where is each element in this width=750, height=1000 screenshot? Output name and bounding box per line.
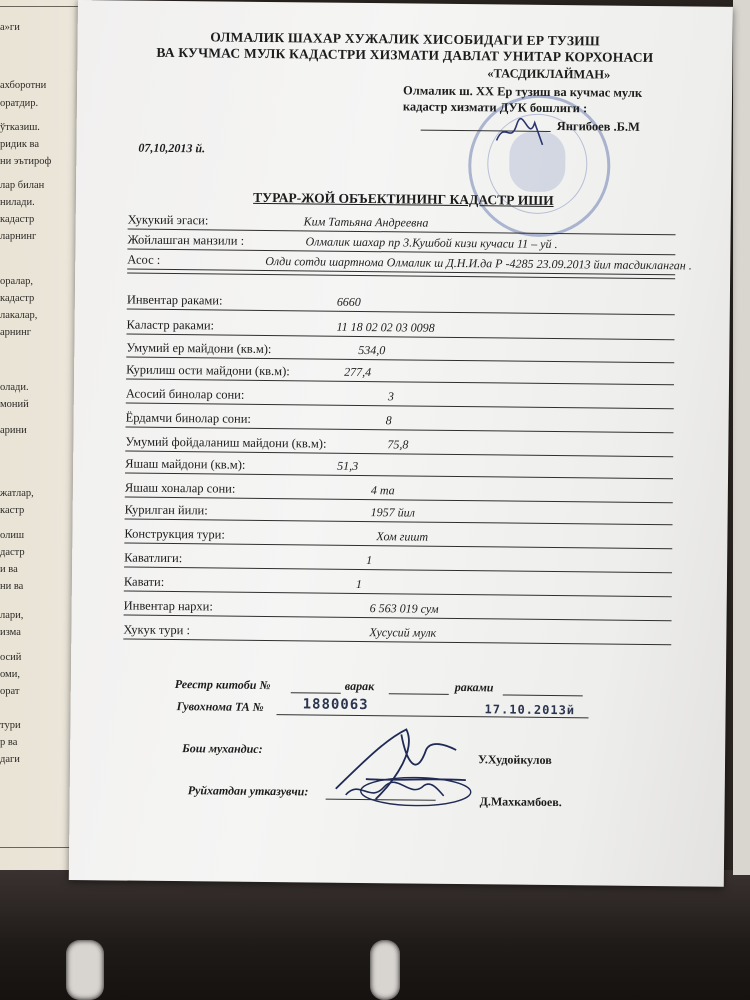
left-page-line: ни ва [0,581,24,592]
left-page-line: изма [0,627,21,638]
left-page-line: оралар, [0,276,34,287]
field-label: Каластр раками: [126,317,215,333]
registry-number-label: раками [454,679,494,695]
field-value: Олмалик шахар пр 3.Кушбой кизи кучаси 11 – уй . [305,234,558,252]
left-page-line: орат [0,686,20,697]
left-page-line: дастр [0,547,25,558]
field-value: Хусусий мулк [369,625,437,640]
field-row [125,501,673,526]
field-label: Ёрдамчи бинолар сони: [125,410,251,426]
certificate-number: 1880063 [302,696,369,714]
pen-cap [370,940,400,1000]
field-label: Асос : [127,252,161,267]
left-page-line: ўтказиш. [0,122,40,133]
right-page-edge [733,0,750,875]
header-line-1: ОЛМАЛИК ШАХАР ХУЖАЛИК ХИСОБИДАГИ ЕР ТУЗИШ [210,29,601,49]
registry-sheet-label: варак [344,678,375,694]
header-line-2: ВА КУЧМАС МУЛК КАДАСТРИ ХИЗМАТИ ДАВЛАТ УНИТАР КОРХОНАСИ [156,44,654,66]
field-value: 6 563 019 сум [369,601,439,616]
field-label: Каватлиги: [124,550,183,566]
field-label: Курилган йили: [124,502,208,518]
field-value: 1 [366,553,373,568]
field-row [127,291,675,316]
left-page-line: лари, [0,610,24,621]
pen-cap [66,940,104,1000]
field-label: Инвентар нархи: [123,598,213,614]
field-label: Хукук тури : [123,622,191,638]
left-page-line: тури [0,720,21,731]
left-page-line: жатлар, [0,488,34,499]
registry-sheet-blank [389,693,449,695]
field-row [124,573,672,598]
left-page-line: моний [0,399,29,410]
field-value: Олди сотди шартнома Олмалик ш Д.Н.И.да Р -4285 23.09.2013 йил тасдикланган . [265,253,692,273]
registrar-name: Д.Махкамбоев. [479,794,562,810]
left-page-line: даги [0,754,20,765]
field-row [126,409,674,434]
approval-line-1: Олмалик ш. ХХ Ер тузиш ва кучмас мулк [402,83,643,100]
approval-title: «ТАСДИКЛАЙМАН» [487,66,611,82]
left-page-line: олиш [0,530,25,541]
left-page-line: и ва [0,564,18,575]
left-page-line: а»ги [0,22,20,33]
field-row [125,455,673,480]
field-label: Инвентар раками: [126,292,223,308]
field-row [124,549,672,574]
field-value: 3 [387,389,394,404]
field-label: Жойлашган манзили : [127,232,245,248]
left-page-line: ахборотни [0,80,47,91]
certificate-date: 17.10.2013й [484,702,576,718]
field-row [126,316,674,341]
left-page-line: кастр [0,505,25,516]
field-value: 277,4 [344,364,372,380]
field-label: Курилиш ости майдони (кв.м): [126,362,290,379]
approval-signatory: Янгибоев .Б.М [556,119,640,134]
field-label: Умумий ер майдони (кв.м): [126,340,272,357]
field-value: Хом гишт [376,529,429,544]
document-title: ТУРАР-ЖОЙ ОБЪЕКТИНИНГ КАДАСТР ИШИ [253,189,554,208]
left-page-line: олади. [0,382,29,393]
field-label: Асосий бинолар сони: [125,386,245,402]
field-value: 4 та [370,483,395,498]
field-label: Хукукий эгаси: [127,212,209,228]
left-page-line: лар билан [0,180,45,191]
left-page-line: нилади. [0,197,35,208]
left-page-line: ларнинг [0,231,37,242]
engineer-name: У.Худойкулов [477,752,552,768]
cadastral-document [69,0,733,887]
field-row [124,525,672,550]
field-row [126,361,674,386]
field-row [125,479,673,504]
field-label: Яшаш хоналар сони: [124,480,236,496]
left-page-line: арини [0,425,27,436]
field-row [123,621,671,646]
left-page-line: ни эътироф [0,156,52,167]
field-value: 8 [385,413,392,428]
field-value: 6660 [336,294,361,309]
field-value: 1957 йил [370,505,415,520]
left-page-line: р ва [0,737,18,748]
field-row [126,385,674,410]
field-value: 75,8 [387,437,409,452]
registrar-label: Руйхатдан утказувчи: [187,783,309,799]
field-value: 11 18 02 02 03 0098 [336,319,435,335]
registrar-signature-icon [340,769,450,810]
field-value: 51,3 [337,458,359,473]
left-page-line: арнинг [0,327,32,338]
left-page-line: осий [0,652,22,663]
document-date: 07,10,2013 й. [138,140,206,156]
field-value: 1 [355,576,362,592]
left-page-line: оми, [0,669,20,680]
field-row [126,339,674,364]
field-row [124,597,672,622]
left-page-line: ридик ва [0,139,40,150]
left-page-line: лакалар, [0,310,38,321]
field-value: Ким Татьяна Андреевна [303,214,429,230]
registry-book-blank [291,692,341,694]
approval-signature-icon [490,114,550,151]
left-page-line: кадастр [0,293,35,304]
field-row [125,433,673,458]
engineer-label: Бош мухандис: [182,741,263,756]
registry-book-label: Реестр китоби № [174,677,271,693]
field-label: Кавати: [123,574,165,589]
approval-line-2: кадастр хизмати ДУК бошлиги : [402,99,588,116]
left-page-line: оратдир. [0,98,39,109]
left-page-line: кадастр [0,214,35,225]
field-label: Умумий фойдаланиш майдони (кв.м): [125,434,327,451]
registry-number-blank [503,694,583,696]
field-label: Конструкция тури: [124,526,225,542]
field-value: 534,0 [358,342,386,358]
field-label: Яшаш майдони (кв.м): [125,456,246,472]
certificate-label: Гувохнома ТА № [176,699,264,714]
